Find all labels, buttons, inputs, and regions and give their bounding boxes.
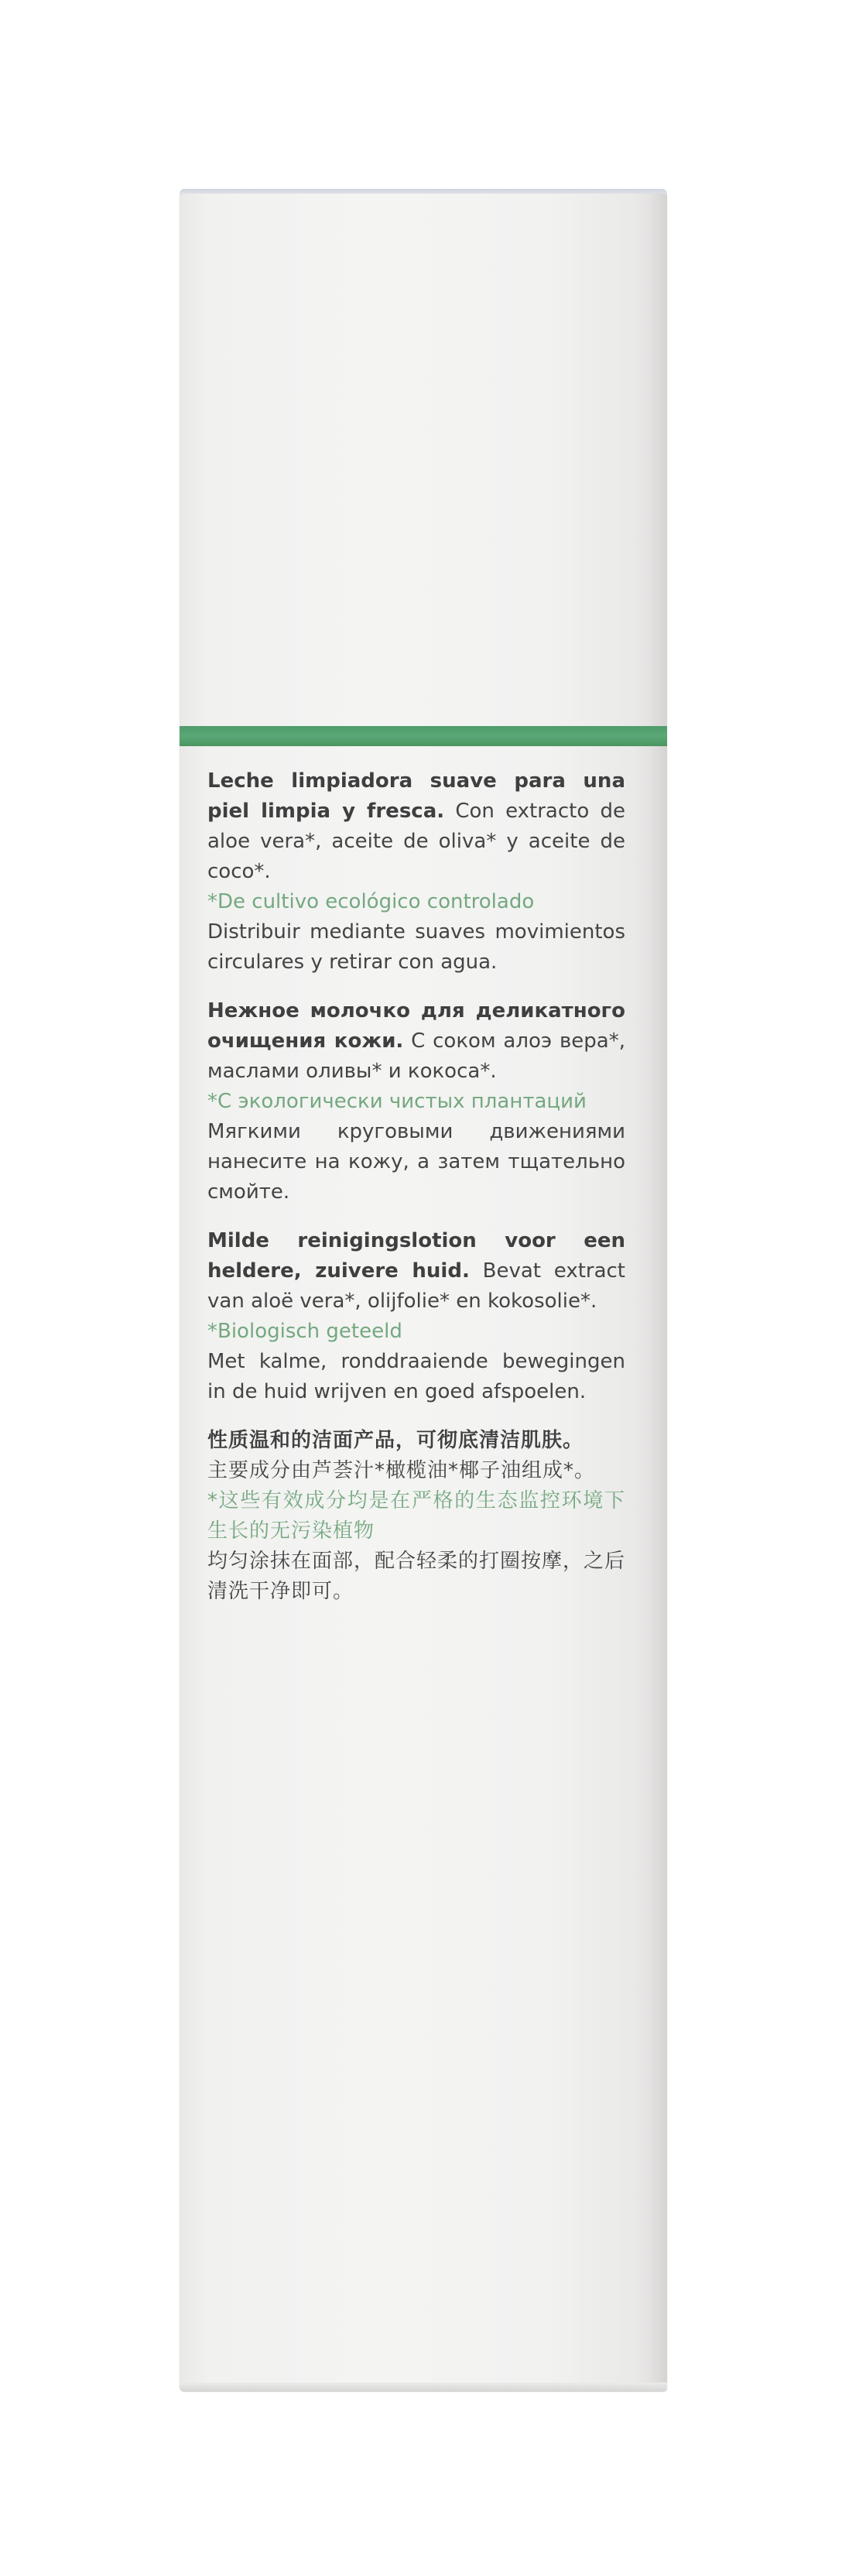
chinese-note: *这些有效成分均是在严格的生态监控环境下生长的无污染植物 bbox=[207, 1489, 625, 1543]
box-bottom-edge bbox=[180, 2382, 667, 2392]
russian-usage: Мягкими круговыми движениями нанесите на кожу, а затем тщательно смойте. bbox=[207, 1120, 625, 1204]
spanish-note: *De cultivo ecológico controlado bbox=[207, 890, 535, 913]
spanish-usage: Distribuir mediante suaves movimientos circulares y retirar con agua. bbox=[207, 920, 625, 974]
spanish-description bbox=[207, 766, 625, 978]
product-description bbox=[207, 766, 625, 1615]
chinese-usage: 均匀涂抹在面部，配合轻柔的打圈按摩，之后清洗干净即可。 bbox=[207, 1550, 626, 1603]
dutch-usage: Met kalme, ronddraaiende bewegingen in de huid wrijven en goed afspoelen. bbox=[207, 1350, 625, 1403]
spanish-body: Con extracto de aloe vera*, aceite de oliva* y aceite de coco*. bbox=[207, 800, 625, 883]
dutch-heading: Milde reinigingslotion voor een heldere, zuivere huid. bbox=[207, 1229, 625, 1283]
box-edge-shade bbox=[635, 194, 667, 2392]
green-stripe bbox=[180, 726, 667, 746]
chinese-description bbox=[207, 1426, 625, 1607]
dutch-description bbox=[207, 1226, 625, 1407]
chinese-heading: 性质温和的洁面产品，可彻底清洁肌肤。 bbox=[207, 1429, 584, 1452]
russian-heading: Нежное молочко для деликатного очищения кожи. bbox=[207, 999, 625, 1053]
section-gap bbox=[207, 1415, 625, 1426]
dutch-body: Bevat extract van aloë vera*, olijfolie* en kokosolie*. bbox=[207, 1259, 626, 1313]
section-gap bbox=[207, 1215, 625, 1226]
section-gap bbox=[207, 985, 625, 996]
chinese-body: 主要成分由芦荟汁*橄榄油*椰子油组成*。 bbox=[207, 1459, 596, 1482]
russian-body: С соком алоэ вера*, маслами оливы* и кокоса*. bbox=[207, 1029, 625, 1083]
spanish-heading: Leche limpiadora suave para una piel limpia y fresca. bbox=[207, 769, 625, 823]
russian-description bbox=[207, 996, 625, 1208]
russian-note: *С экологически чистых плантаций bbox=[207, 1090, 587, 1113]
dutch-note: *Biologisch geteeld bbox=[207, 1320, 402, 1343]
